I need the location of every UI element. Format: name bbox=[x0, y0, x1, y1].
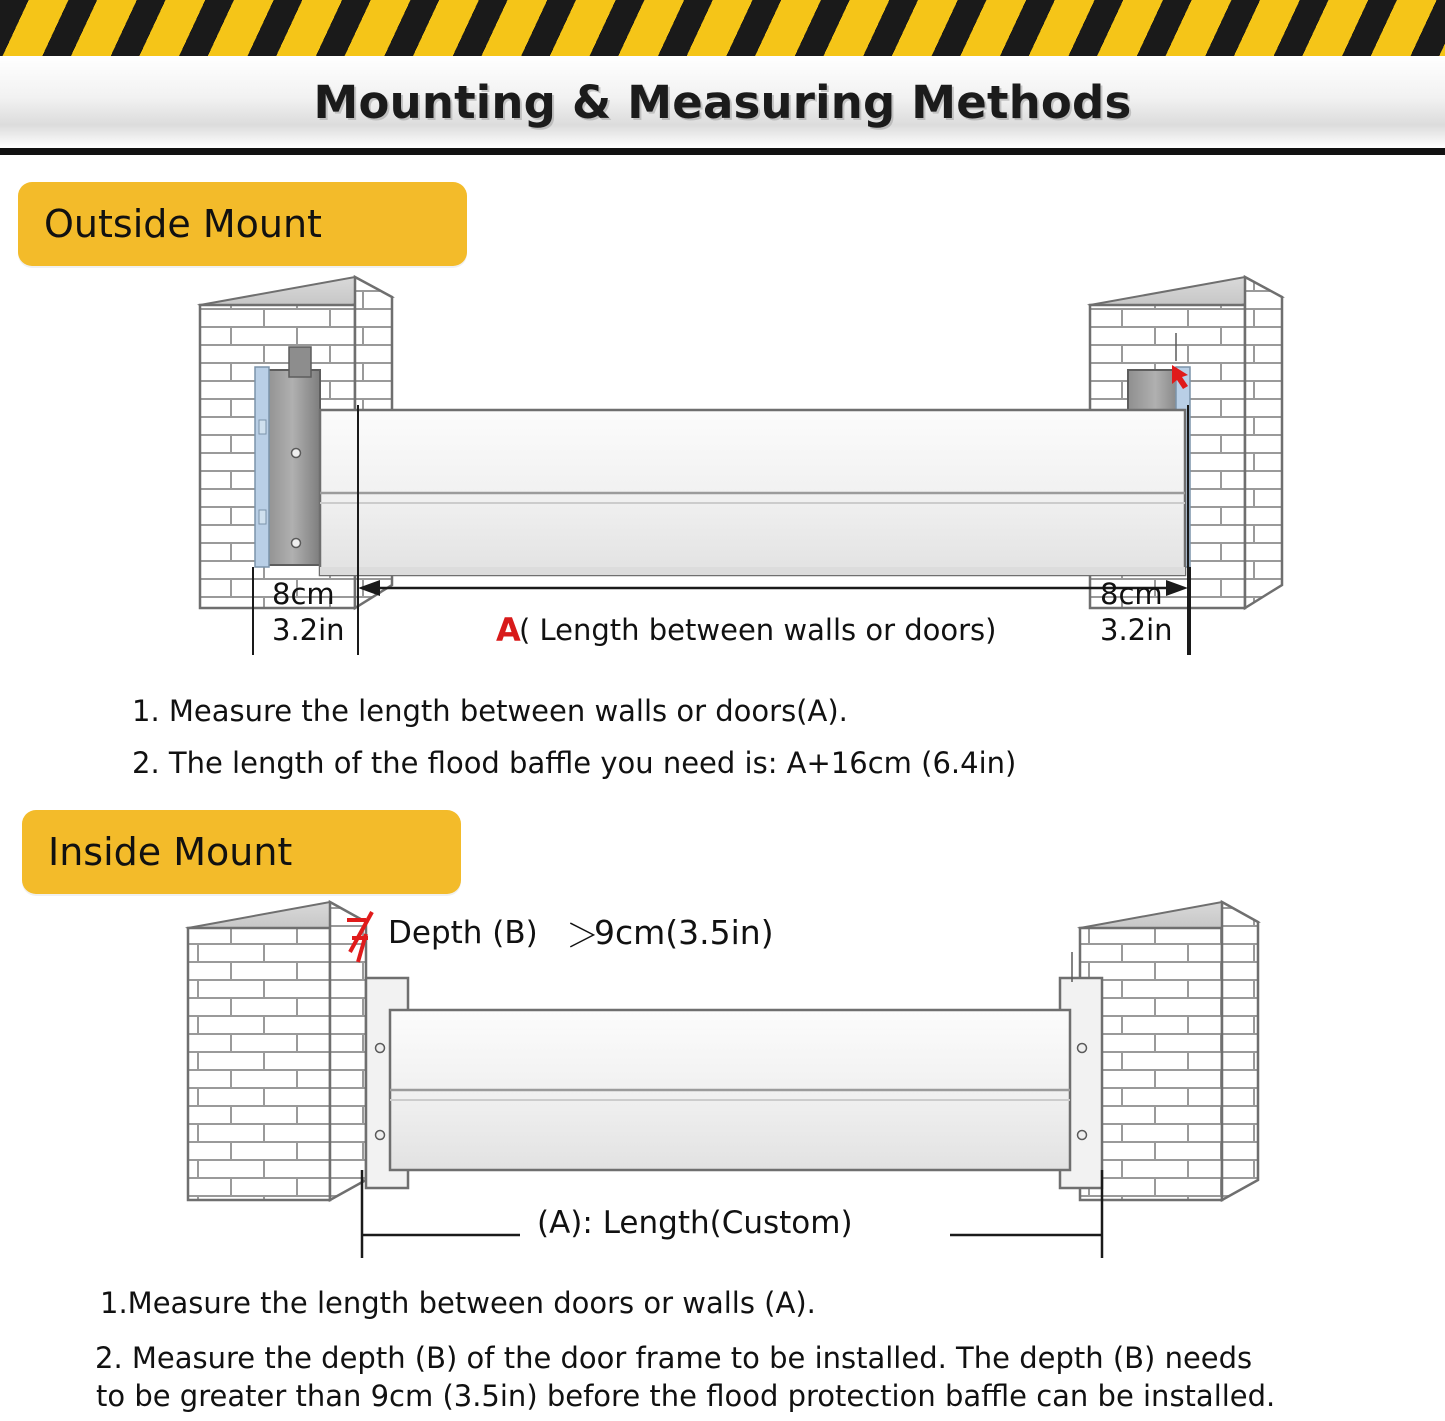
depth-compare-symbol: ＞ bbox=[566, 916, 599, 955]
span-dimension-arrow bbox=[358, 580, 1188, 596]
span-letter-label: A bbox=[496, 611, 521, 649]
depth-label: Depth (B) bbox=[388, 915, 538, 951]
flood-baffle-panel bbox=[320, 410, 1185, 575]
right-margin-cm-label: 8cm bbox=[1100, 577, 1163, 611]
span-description-label: ( Length between walls or doors) bbox=[519, 613, 997, 647]
right-door-frame-pillar bbox=[1060, 902, 1258, 1200]
inside-flood-baffle-panel bbox=[390, 1010, 1070, 1170]
inside-length-label: (A): Length(Custom) bbox=[537, 1205, 853, 1241]
outside-note-1: 1. Measure the length between walls or doors(A). bbox=[132, 694, 848, 728]
diagram-outside-mount bbox=[0, 255, 1445, 675]
title-bar bbox=[0, 56, 1445, 155]
inside-note-1: 1.Measure the length between doors or walls (A). bbox=[100, 1286, 816, 1320]
depth-value-label: 9cm(3.5in) bbox=[594, 913, 774, 952]
outside-note-2: 2. The length of the flood baffle you need is: A+16cm (6.4in) bbox=[132, 746, 1017, 780]
right-margin-in-label: 3.2in bbox=[1100, 613, 1173, 647]
left-door-frame-pillar bbox=[188, 902, 408, 1200]
inside-note-2: 2. Measure the depth (B) of the door frame to be installed. The depth (B) needs bbox=[95, 1341, 1253, 1375]
page-title: Mounting & Measuring Methods bbox=[313, 75, 1132, 129]
hazard-stripe-banner bbox=[0, 0, 1445, 59]
left-margin-cm-label: 8cm bbox=[272, 577, 335, 611]
section-pill-inside-mount-label: Inside Mount bbox=[48, 830, 293, 874]
left-margin-in-label: 3.2in bbox=[272, 613, 345, 647]
section-pill-outside-mount-label: Outside Mount bbox=[44, 202, 322, 246]
section-pill-outside-mount bbox=[18, 182, 467, 266]
section-pill-inside-mount bbox=[22, 810, 461, 894]
inside-note-3: to be greater than 9cm (3.5in) before the flood protection baffle can be installed. bbox=[96, 1379, 1276, 1413]
